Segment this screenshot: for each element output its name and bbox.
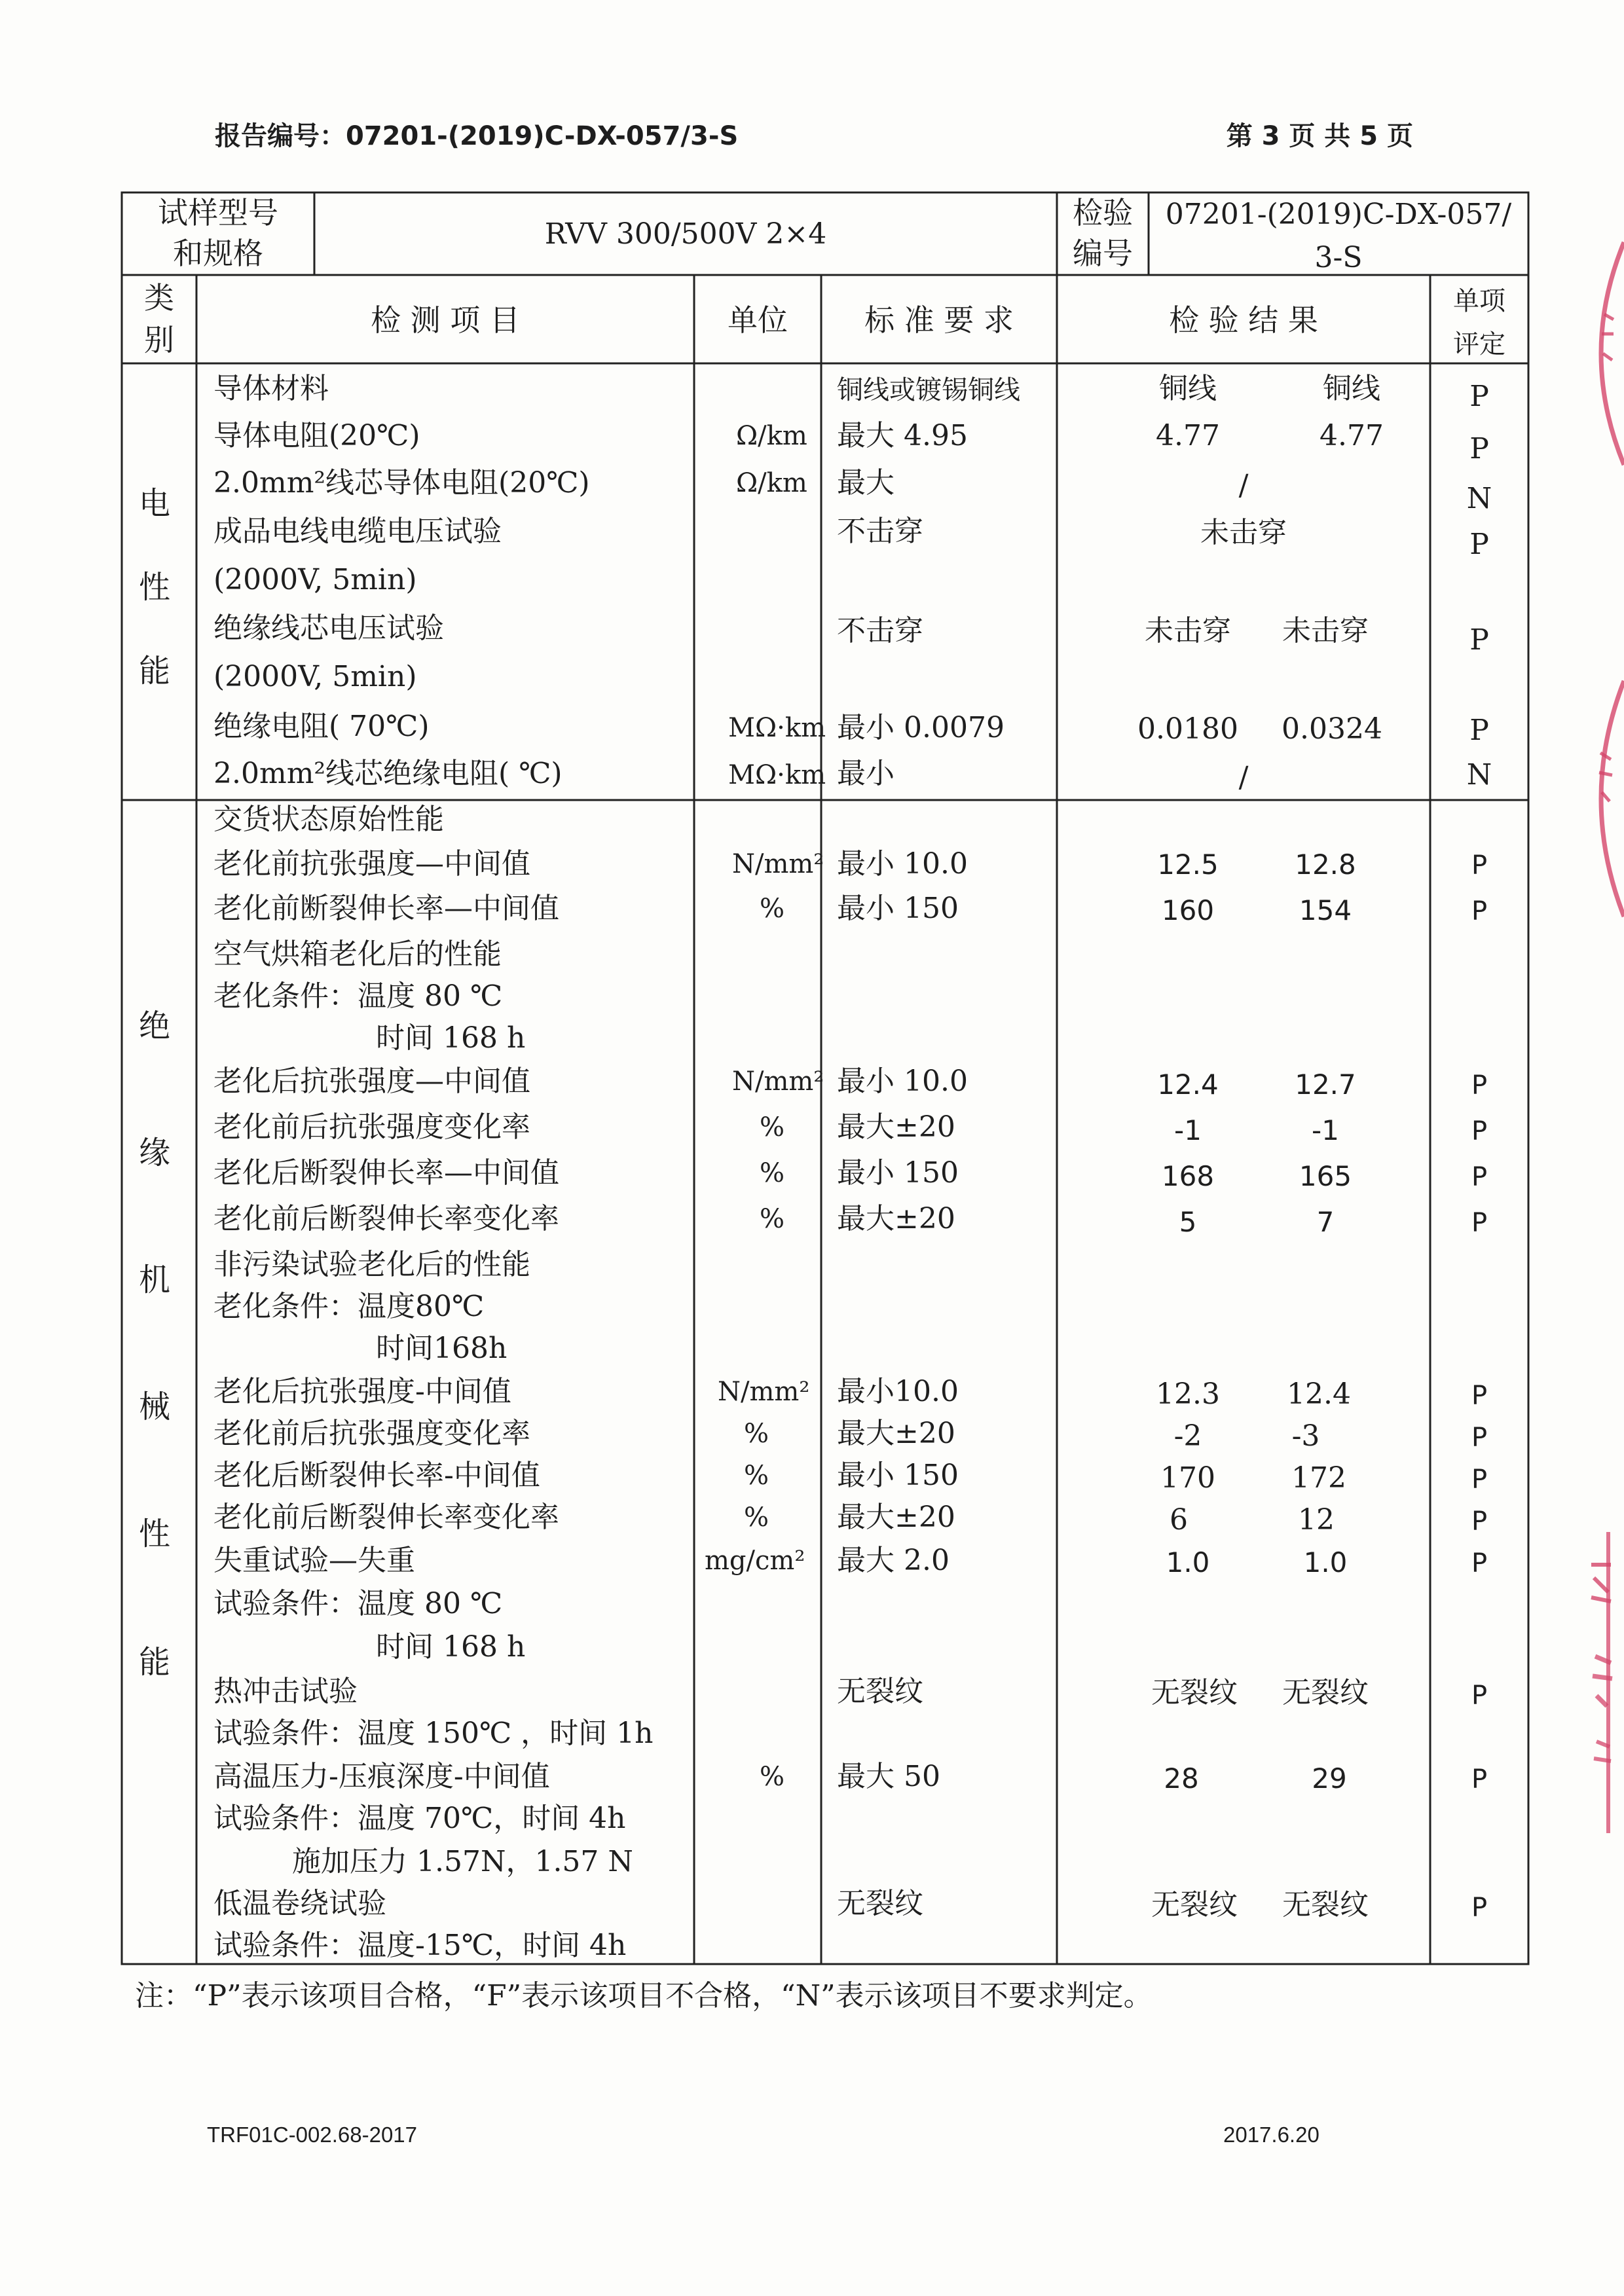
result-merged: / (1238, 761, 1249, 794)
sample-label-2: 和规格 (173, 236, 263, 271)
unit-value: mg/cm² (705, 1546, 805, 1576)
requirement-value: 最大 4.95 (837, 419, 968, 452)
item-label: 试验条件：温度 70℃，时间 4h (213, 1802, 626, 1835)
item-label: 2.0mm²线芯绝缘电阻( ℃) (213, 757, 563, 790)
item-label: 老化前断裂伸长率—中间值 (213, 892, 559, 925)
verdict: P (1469, 432, 1489, 465)
seal-stamp-icon (1582, 1525, 1624, 1840)
unit-value: Ω/km (736, 421, 807, 451)
verdict: P (1471, 1162, 1488, 1192)
col-category-1: 类 (144, 280, 174, 316)
form-date: 2017.6.20 (1223, 2123, 1320, 2147)
result-sample-2: -3 (1291, 1419, 1320, 1453)
requirement-value: 最小 150 (837, 892, 959, 925)
result-sample-1: 170 (1160, 1461, 1215, 1495)
result-sample-2: 165 (1299, 1160, 1352, 1192)
report-number: 报告编号：07201-(2019)C-DX-057/3-S (215, 121, 739, 151)
page-indicator: 第 3 页 共 5 页 (1226, 121, 1413, 151)
verdict: P (1471, 1116, 1488, 1146)
item-label: 2.0mm²线芯导体电阻(20℃) (213, 466, 590, 500)
item-label: 空气烘箱老化后的性能 (213, 938, 502, 971)
result-sample-2: 12.4 (1287, 1377, 1351, 1411)
item-label: 高温压力-压痕深度-中间值 (213, 1760, 550, 1793)
result-sample-2: 29 (1312, 1762, 1347, 1795)
verdict: N (1466, 482, 1492, 515)
verdict: P (1471, 1548, 1488, 1578)
item-label: 老化前抗张强度—中间值 (213, 847, 530, 881)
item-label: 绝缘电阻( 70℃) (213, 710, 430, 743)
category-electrical-char: 能 (139, 653, 171, 689)
item-label-continued: (2000V, 5min) (213, 660, 417, 693)
form-code: TRF01C-002.68-2017 (207, 2123, 418, 2147)
verdict: P (1471, 1465, 1488, 1495)
item-label: 导体材料 (213, 372, 329, 405)
item-label: 非污染试验老化后的性能 (213, 1248, 530, 1281)
verdict: N (1466, 758, 1492, 792)
category-mechanical-char: 械 (139, 1389, 171, 1425)
verdict: P (1471, 1381, 1488, 1411)
inspect-label-1: 检验 (1073, 195, 1133, 230)
result-sample-1: 5 (1179, 1206, 1197, 1238)
unit-value: % (744, 1419, 769, 1449)
item-label: 老化前后断裂伸长率变化率 (213, 1501, 559, 1534)
item-label: 时间 168 h (376, 1630, 526, 1664)
item-label: 老化前后抗张强度变化率 (213, 1110, 530, 1144)
result-sample-1: 铜线 (1159, 372, 1217, 405)
requirement-value: 最大±20 (837, 1110, 955, 1144)
requirement-value: 不击穿 (837, 515, 923, 548)
item-label: 老化条件：温度80℃ (213, 1290, 485, 1323)
requirement-value: 最大 (837, 466, 895, 500)
col-verdict-2: 评定 (1453, 329, 1505, 359)
result-sample-2: -1 (1312, 1114, 1339, 1146)
requirement-value: 铜线或镀锡铜线 (837, 375, 1020, 405)
requirement-value: 最大±20 (837, 1202, 955, 1235)
unit-value: % (744, 1503, 769, 1533)
item-label: 试验条件：温度 80 ℃ (213, 1587, 503, 1620)
item-label: 老化后抗张强度-中间值 (213, 1375, 511, 1408)
verdict: P (1469, 528, 1489, 561)
seal-stamp-icon (1578, 674, 1624, 923)
inspect-number-1: 07201-(2019)C-DX-057/ (1165, 198, 1512, 231)
requirement-value: 最小10.0 (837, 1375, 959, 1408)
result-sample-1: 12.4 (1157, 1068, 1219, 1101)
result-merged: 未击穿 (1200, 516, 1287, 549)
col-item: 检 测 项 目 (371, 302, 520, 338)
unit-value: N/mm² (732, 849, 824, 879)
item-label-continued: (2000V, 5min) (213, 563, 417, 596)
item-label: 施加压力 1.57N，1.57 N (292, 1845, 633, 1878)
requirement-value: 最小 0.0079 (837, 711, 1005, 744)
requirement-value: 不击穿 (837, 614, 923, 647)
sample-model-value: RVV 300/500V 2×4 (544, 217, 827, 251)
verdict: P (1471, 1764, 1488, 1795)
category-electrical-char: 性 (139, 569, 171, 606)
result-sample-2: 12.7 (1295, 1068, 1356, 1101)
result-sample-1: 4.77 (1156, 419, 1220, 452)
col-category-2: 别 (144, 322, 174, 357)
category-electrical-char: 电 (139, 485, 171, 522)
result-sample-1: 168 (1161, 1160, 1215, 1192)
result-sample-2: 12.8 (1295, 848, 1356, 881)
category-mechanical-char: 机 (139, 1262, 171, 1298)
result-sample-2: 4.77 (1320, 419, 1384, 452)
result-sample-2: 12 (1298, 1503, 1335, 1537)
category-mechanical-char: 缘 (139, 1135, 171, 1171)
result-sample-1: 1.0 (1166, 1546, 1210, 1578)
verdict: P (1471, 1893, 1488, 1923)
item-label: 老化后断裂伸长率—中间值 (213, 1156, 559, 1190)
category-mechanical-char: 能 (139, 1644, 171, 1681)
requirement-value: 最小 10.0 (837, 847, 968, 881)
unit-value: N/mm² (732, 1066, 824, 1097)
requirement-value: 最小 150 (837, 1459, 959, 1492)
result-sample-2: 154 (1299, 894, 1352, 926)
requirement-value: 最大 2.0 (837, 1544, 950, 1577)
result-sample-1: 28 (1164, 1762, 1199, 1795)
result-sample-2: 0.0324 (1282, 712, 1382, 746)
unit-value: N/mm² (718, 1377, 810, 1407)
col-unit: 单位 (728, 302, 788, 338)
result-sample-1: 12.5 (1157, 848, 1219, 881)
item-label: 绝缘线芯电压试验 (213, 611, 444, 645)
item-label: 老化前后抗张强度变化率 (213, 1417, 530, 1450)
item-label: 老化后断裂伸长率-中间值 (213, 1459, 540, 1492)
footnote: 注：“P”表示该项目合格，“F”表示该项目不合格，“N”表示该项目不要求判定。 (135, 1979, 1153, 2013)
inspect-label-2: 编号 (1073, 236, 1133, 271)
result-sample-2: 未击穿 (1282, 614, 1369, 647)
requirement-value: 最小 150 (837, 1156, 959, 1190)
unit-value: MΩ·km (728, 713, 826, 743)
unit-value: MΩ·km (728, 760, 826, 790)
requirement-value: 最大 50 (837, 1760, 940, 1793)
item-label: 交货状态原始性能 (213, 803, 444, 836)
col-requirement: 标 准 要 求 (864, 302, 1014, 338)
verdict: P (1469, 380, 1489, 413)
result-sample-1: 160 (1161, 894, 1215, 926)
result-sample-1: 未击穿 (1145, 614, 1231, 647)
result-sample-2: 1.0 (1303, 1546, 1348, 1578)
result-sample-1: 0.0180 (1137, 712, 1238, 746)
requirement-value: 无裂纹 (837, 1675, 923, 1708)
unit-value: Ω/km (736, 468, 807, 498)
requirement-value: 最小 (837, 757, 895, 790)
requirement-value: 最大±20 (837, 1501, 955, 1534)
item-label: 老化后抗张强度—中间值 (213, 1065, 530, 1098)
result-sample-2: 172 (1291, 1461, 1346, 1495)
sample-label-1: 试样型号 (158, 195, 278, 230)
verdict: P (1471, 1070, 1488, 1101)
item-label: 老化前后断裂伸长率变化率 (213, 1202, 559, 1235)
item-label: 热冲击试验 (213, 1675, 358, 1708)
col-result: 检 验 结 果 (1169, 302, 1318, 338)
unit-value: % (760, 1158, 785, 1188)
item-label: 时间 168 h (376, 1021, 526, 1055)
verdict: P (1469, 623, 1489, 657)
unit-value: % (760, 1762, 785, 1792)
requirement-value: 最大±20 (837, 1417, 955, 1450)
result-sample-1: 无裂纹 (1151, 1888, 1238, 1922)
result-sample-1: -2 (1173, 1419, 1202, 1453)
result-merged: / (1238, 469, 1249, 502)
result-sample-2: 7 (1316, 1206, 1335, 1238)
item-label: 试验条件：温度 150℃ ，时间 1h (213, 1717, 654, 1750)
verdict: P (1471, 1506, 1488, 1537)
item-label: 成品电线电缆电压试验 (213, 515, 502, 548)
unit-value: % (760, 1112, 785, 1142)
result-sample-1: 12.3 (1156, 1377, 1220, 1411)
item-label: 试验条件：温度-15℃，时间 4h (213, 1929, 627, 1962)
category-mechanical-char: 绝 (139, 1008, 171, 1044)
requirement-value: 无裂纹 (837, 1887, 923, 1920)
unit-value: % (744, 1461, 769, 1491)
col-verdict-1: 单项 (1453, 286, 1505, 316)
item-label: 失重试验—失重 (213, 1544, 415, 1577)
result-sample-2: 无裂纹 (1282, 1676, 1369, 1709)
inspect-number-2: 3-S (1314, 241, 1363, 274)
verdict: P (1469, 714, 1489, 747)
verdict: P (1471, 1423, 1488, 1453)
item-label: 时间168h (376, 1332, 507, 1365)
category-mechanical-char: 性 (139, 1516, 171, 1552)
seal-stamp-icon (1572, 236, 1624, 471)
requirement-value: 最小 10.0 (837, 1065, 968, 1098)
unit-value: % (760, 1204, 785, 1234)
unit-value: % (760, 894, 785, 924)
verdict: P (1471, 1208, 1488, 1238)
item-label: 老化条件：温度 80 ℃ (213, 979, 503, 1013)
result-sample-2: 无裂纹 (1282, 1888, 1369, 1922)
verdict: P (1471, 1681, 1488, 1711)
item-label: 低温卷绕试验 (213, 1887, 386, 1920)
result-sample-1: 无裂纹 (1151, 1676, 1238, 1709)
item-label: 导体电阻(20℃) (213, 419, 420, 452)
verdict: P (1471, 850, 1488, 881)
result-sample-2: 铜线 (1323, 372, 1380, 405)
result-sample-1: 6 (1170, 1503, 1188, 1537)
verdict: P (1471, 896, 1488, 926)
result-sample-1: -1 (1174, 1114, 1202, 1146)
